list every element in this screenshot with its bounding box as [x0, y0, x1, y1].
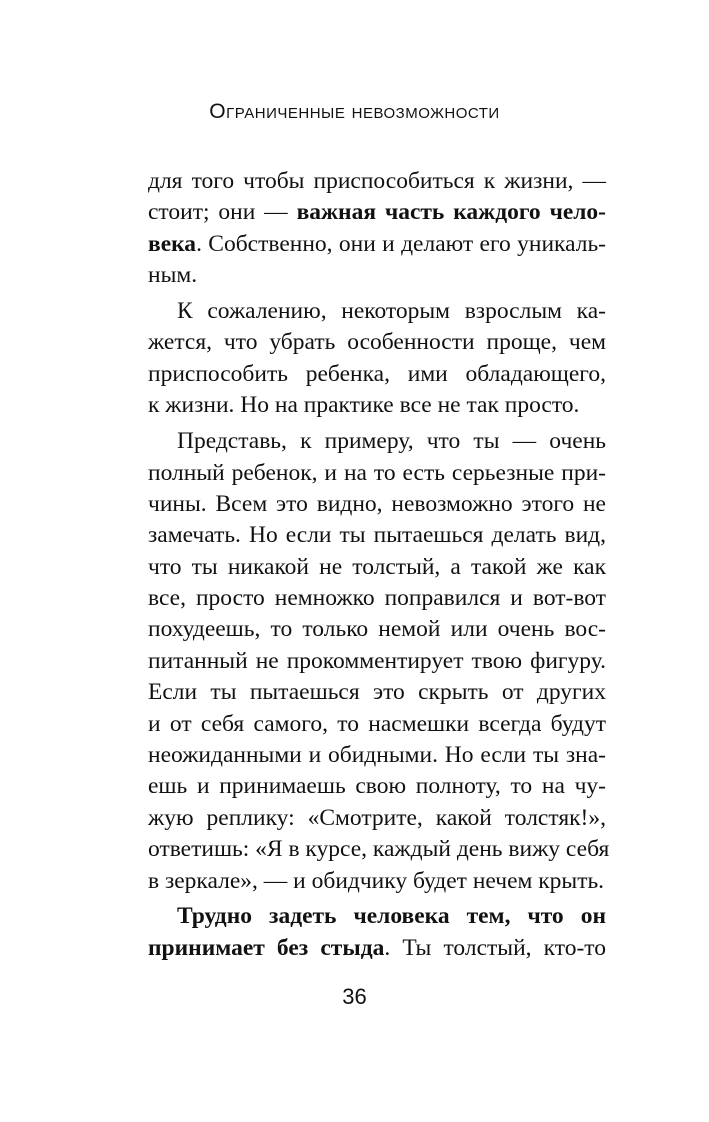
emphasis-text: принимает без стыда — [148, 934, 385, 961]
text-line: жется, что убрать особенности проще, чем — [148, 329, 606, 356]
text-line: Если ты пытаешься это скрыть от других — [148, 679, 606, 706]
text-line: ответишь: «Я в курсе, каждый день вижу себя — [148, 836, 610, 863]
text-line: приспособить ребенка, ими обладающего, — [148, 360, 606, 387]
text-line: ным. — [148, 262, 198, 289]
text-line: чины. Всем это видно, невозможно этого не — [148, 490, 606, 517]
paragraph-1 — [148, 166, 606, 292]
paragraph-2 — [148, 296, 606, 422]
text-line: для того чтобы приспособиться к жизни, — — [148, 168, 606, 194]
text-line: ешь и принимаешь свою полноту, то на чу- — [148, 773, 606, 800]
text-line: похудеешь, то только немой или очень вос- — [148, 616, 606, 643]
text-line: в зеркале», — и обидчику будет нечем крыть. — [148, 867, 605, 894]
text-line — [148, 197, 606, 228]
text-line — [148, 933, 606, 964]
text-line: Представь, к примеру, что ты — очень — [177, 428, 606, 455]
text-run: . Ты толстый, кто-то — [384, 934, 606, 961]
text-line: и от себя самого, то насмешки всегда будут — [148, 710, 606, 737]
running-title: Ограниченные невозможности — [209, 100, 500, 123]
paragraph-3 — [148, 426, 610, 897]
paragraph-4 — [148, 901, 606, 964]
text-run: стоит; они — — [148, 199, 297, 226]
emphasis-text: важная часть каждого чело- — [296, 199, 607, 226]
text-line: неожиданными и обидными. Но если ты зна- — [148, 742, 606, 769]
emphasis-text: века — [148, 230, 197, 257]
body-text — [148, 166, 610, 969]
text-line — [148, 229, 606, 260]
text-run: . Собственно, они и делают его уникаль- — [196, 230, 606, 257]
text-line: замечать. Но если ты пытаешься делать вид, — [148, 522, 606, 549]
text-line: полный ребенок, и на то есть серьезные при- — [148, 459, 606, 486]
text-line: что ты никакой не толстый, а такой же как — [148, 553, 606, 580]
text-line: к жизни. Но на практике все не так просто. — [148, 392, 580, 419]
text-line: К сожалению, некоторым взрослым ка- — [177, 298, 606, 325]
emphasis-text: Трудно задеть человека тем, что он — [177, 903, 606, 930]
text-line: жую реплику: «Смотрите, какой толстяк!», — [148, 804, 606, 831]
text-line: питанный не прокомментирует твою фигуру. — [148, 647, 606, 674]
text-line: все, просто немножко поправился и вот-вот — [148, 585, 606, 612]
page-number: 36 — [342, 984, 367, 1009]
